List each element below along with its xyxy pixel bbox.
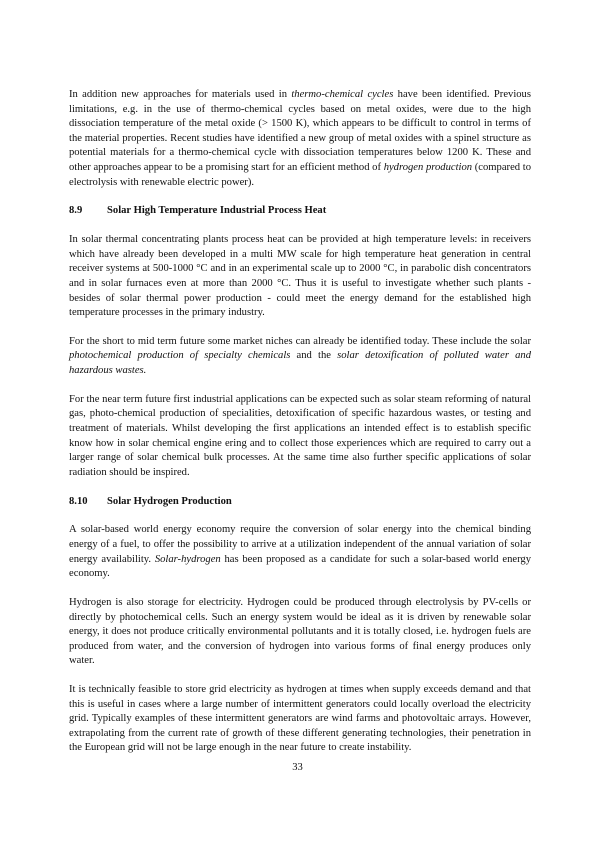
text-run: A solar-based world energy economy require the conversion of solar energy into the chemical binding energy of a fuel, to offer the possibility to arrive at a utilization independent of the annual variation of solar energy availability. [69,524,531,565]
section-title: Solar High Temperature Industrial Process Heat [107,205,327,217]
paragraph-industrial-applications: For the near term future first industrial applications can be expected such as solar steam reforming of natural gas, photo-chemical production of specialities, detoxification of specific hazardous wastes, or testing and treatment of materials. Whilst developing the first applications an intended effect is to establish specific know how in solar chemical engine ering and to collect those experiences which are required to carry out a larger range of solar chemical bulk processes. At the same time also further specific applications of solar radiation should be inspired. [69,393,531,478]
document-body [69,88,531,770]
section-title: Solar Hydrogen Production [107,495,232,507]
text-run: In addition new approaches for materials used in [69,89,292,100]
paragraph-hydrogen-storage: Hydrogen is also storage for electricity. Hydrogen could be produced through electrolysis by PV-cells or directly by photochemical cells. Such an energy system would be ideal as it is driven by renewable solar energy, it does not produce critically environmental pollutants and it is totally closed, i.e. hydrogen fuels are produced from water, and the conversion of hydrogen into various forms of final energy produces only water. [69,596,531,667]
emphasis-solar-hydrogen: Solar-hydrogen [154,553,221,565]
text-run: (compared to electrolysis with renewable electric power). [69,161,531,188]
section-heading-8-10 [69,495,531,510]
page-number: 33 [292,762,303,773]
paragraph-solar-based-economy [69,523,531,581]
text-run: have been identified. Previous limitations, e.g. in the use of thermo-chemical cycles based on metal oxides, were due to the high dissociation temperature of the metal oxide (> 1500 K), which appears to be difficult to control in terms of the material properties. Recent studies have identified a new group of metal oxides with a spinel structure as potential materials for a thermo-chemical cycle with dissociation temperatures below 1200 K. These and other approaches appear to be a promising start for an efficient method of [69,89,531,173]
section-heading-8-9 [69,204,531,219]
paragraph-market-niches [69,335,531,379]
section-number: 8.10 [69,495,88,507]
emphasis-solar-detoxification: solar detoxification of polluted water and hazardous wastes. [69,350,531,377]
paragraph-thermochemical-cycles [69,88,531,190]
emphasis-thermo-chemical-cycles: thermo-chemical cycles [291,89,394,100]
paragraph-process-heat: In solar thermal concentrating plants process heat can be provided at high temperature levels: in receivers which have already been developed in a multi MW scale for high temperature heat generation in central receiver systems at 500-1000 °C and in an experimental scale up to 2000 °C, in parabolic dish concentrators and in solar furnaces even at more than 2000 °C. Thus it is useful to investigate whether such plants - besides of solar thermal power production - could meet the energy demand for the established high temperature processes in the primary industry. [69,234,531,319]
text-run: has been proposed as a candidate for such a solar-based world energy economy. [69,553,531,580]
emphasis-photochemical-production: photochemical production of specialty chemicals [69,350,291,362]
text-run: and the [290,350,338,362]
text-run: For the short to mid term future some market niches can already be identified today. These include the solar [69,335,531,347]
emphasis-hydrogen-production: hydrogen production [383,161,473,173]
section-number: 8.9 [69,205,83,217]
paragraph-grid-electricity: It is technically feasible to store grid electricity as hydrogen at times when supply exceeds demand and that this is useful in cases where a large number of intermittent generators could locally overload the electricity grid. Typically examples of these intermittent generators are wind farms and photovoltaic arrays. However, extrapolating from the current rate of growth of these different generating technologies, their penetration in the European grid will not be large enough in the near future to create instability. [69,684,531,754]
